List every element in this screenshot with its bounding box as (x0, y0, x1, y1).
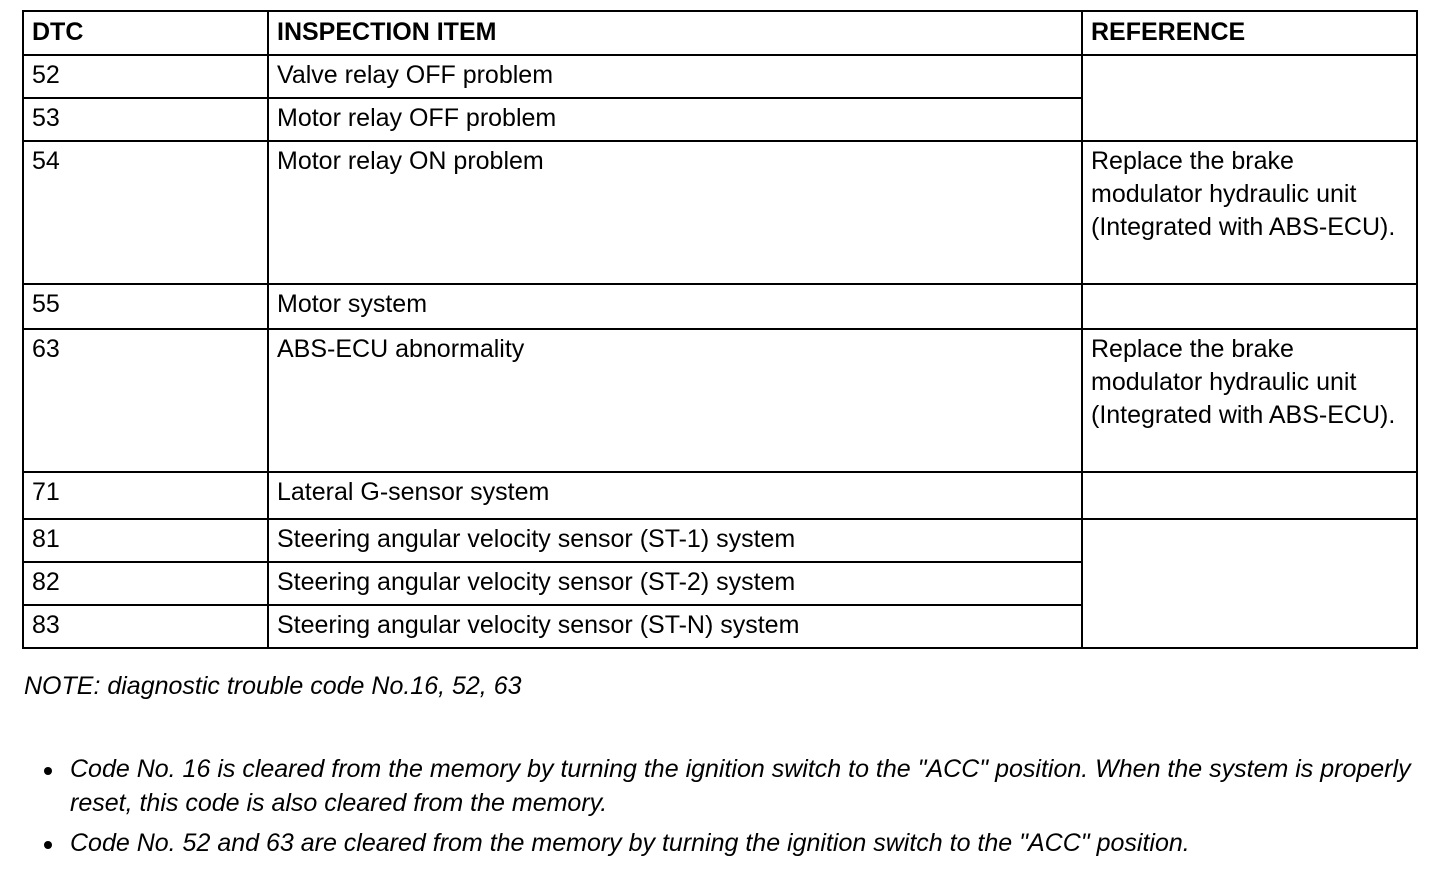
bullet-text: Code No. 52 and 63 are cleared from the memory by turning the ignition switch to the "ACC" position. (70, 829, 1190, 857)
reference-cell-empty (1082, 284, 1417, 329)
reference-text: Replace the brake modulator hydraulic unit (Integrated with ABS-ECU). (1082, 329, 1417, 472)
inspection-item: Steering angular velocity sensor (ST-N) system (268, 605, 1082, 648)
inspection-item: Steering angular velocity sensor (ST-1) system (268, 519, 1082, 562)
dtc-code: 81 (23, 519, 268, 562)
reference-cell-empty (1082, 55, 1417, 141)
dtc-code: 82 (23, 562, 268, 605)
dtc-code: 71 (23, 472, 268, 519)
dtc-code: 63 (23, 329, 268, 472)
table-row (23, 284, 1417, 329)
bullet-list (40, 752, 1420, 866)
inspection-item: Motor system (268, 284, 1082, 329)
bullet-text: Code No. 16 is cleared from the memory by turning the ignition switch to the "ACC" position. When the system is properly reset, this code is also cleared from the memory. (70, 755, 1411, 817)
dtc-code: 83 (23, 605, 268, 648)
list-item (40, 752, 1420, 820)
table-row (23, 141, 1417, 284)
inspection-item: Motor relay ON problem (268, 141, 1082, 284)
inspection-item: Lateral G-sensor system (268, 472, 1082, 519)
reference-cell-empty (1082, 472, 1417, 519)
dtc-code: 52 (23, 55, 268, 98)
table-header-row (23, 11, 1417, 55)
dtc-code: 55 (23, 284, 268, 329)
dtc-code: 54 (23, 141, 268, 284)
header-inspection-item: INSPECTION ITEM (268, 11, 1082, 55)
reference-cell-empty (1082, 519, 1417, 648)
reference-text: Replace the brake modulator hydraulic unit (Integrated with ABS-ECU). (1082, 141, 1417, 284)
inspection-item: Steering angular velocity sensor (ST-2) system (268, 562, 1082, 605)
inspection-item: ABS-ECU abnormality (268, 329, 1082, 472)
list-item (40, 826, 1420, 860)
bullet-icon (44, 841, 52, 849)
bullet-icon (44, 767, 52, 775)
table-row (23, 329, 1417, 472)
inspection-item: Valve relay OFF problem (268, 55, 1082, 98)
table-row (23, 519, 1417, 562)
dtc-code: 53 (23, 98, 268, 141)
note-text: NOTE: diagnostic trouble code No.16, 52, 63 (24, 672, 522, 700)
inspection-item: Motor relay OFF problem (268, 98, 1082, 141)
table-row (23, 55, 1417, 98)
dtc-table (22, 10, 1418, 649)
table-row (23, 472, 1417, 519)
header-reference: REFERENCE (1082, 11, 1417, 55)
header-dtc: DTC (23, 11, 268, 55)
